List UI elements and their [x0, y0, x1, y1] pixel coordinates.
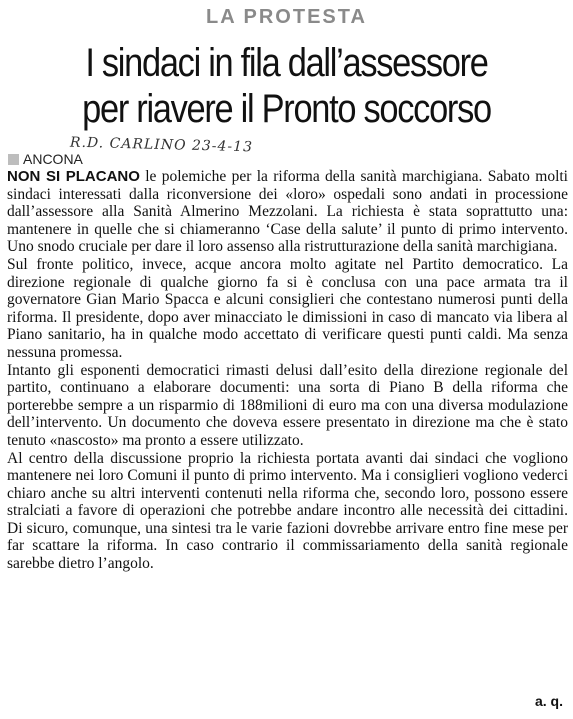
square-bullet-icon	[8, 154, 19, 165]
paragraph-1-text: le polemiche per la riforma della sanità marchigiana. Sabato molti sindaci interessati dalla riconversione dei «loro» ospedali sono andati in processione dall’assessore alla Sanità Almerino Mezzolani. La richiesta è stata soprattutto una: mantenere in quelle che si chiameranno ‘Case della salute’ il punto di primo intervento. Uno snodo cruciale per dare il loro assenso alla ristrutturazione della sanità marchigiana.	[7, 168, 568, 256]
paragraph-1	[7, 168, 568, 256]
headline-line-2: per riavere il Pronto soccorso	[82, 87, 491, 131]
author-signature: a. q.	[534, 693, 563, 709]
handwritten-note: R.D. CARLINO 23-4-13	[69, 134, 254, 156]
lead-words: NON SI PLACANO	[7, 168, 140, 185]
article-body	[7, 168, 568, 573]
headline	[40, 40, 533, 132]
paragraph-2: Sul fronte politico, invece, acque ancora molto agitate nel Partito democratico. La direzione regionale di qualche giorno fa si è conclusa con una pace armata tra il governatore Gian Mario Spacca e alcuni consiglieri che contestano numerosi punti della riforma. Il presidente, dopo aver minacciato le dimissioni in caso di mancato via libera al Piano sanitario, ha in qualche modo accettato di verificare questi punti caldi. Ma senza nessuna promessa.	[7, 255, 568, 361]
paragraph-4: Al centro della discussione proprio la richiesta portata avanti dai sindaci che vogliono mantenere nei loro Comuni il punto di primo intervento. Ma i consiglieri vogliono vederci chiaro anche su altri interventi contenuti nella riforma che, secondo loro, possono essere stralciati a favore di operazioni che potrebbe andare incontro alle necessità dei cittadini. Di sicuro, comunque, una sintesi tra le varie fazioni dovrebbe arrivare entro fine mese per far scattare la riforma. In caso contrario il commissariamento della sanità regionale sarebbe dietro l’angolo.	[7, 449, 568, 573]
kicker: LA PROTESTA	[206, 6, 367, 28]
paragraph-3: Intanto gli esponenti democratici rimasti delusi dall’esito della direzione regionale del partito, continuano a elaborare documenti: una sorta di Piano B della riforma che porterebbe sempre a un risparmio di 188milioni di euro ma con una diversa modulazione dell’intervento. Un documento che doveva essere presentato in direzione ma che è stato tenuto «nascosto» ma pronto a essere utilizzato.	[7, 361, 568, 449]
dateline-text: ANCONA	[23, 151, 83, 167]
dateline	[8, 151, 83, 167]
headline-line-1: I sindaci in fila dall’assessore	[85, 41, 488, 85]
